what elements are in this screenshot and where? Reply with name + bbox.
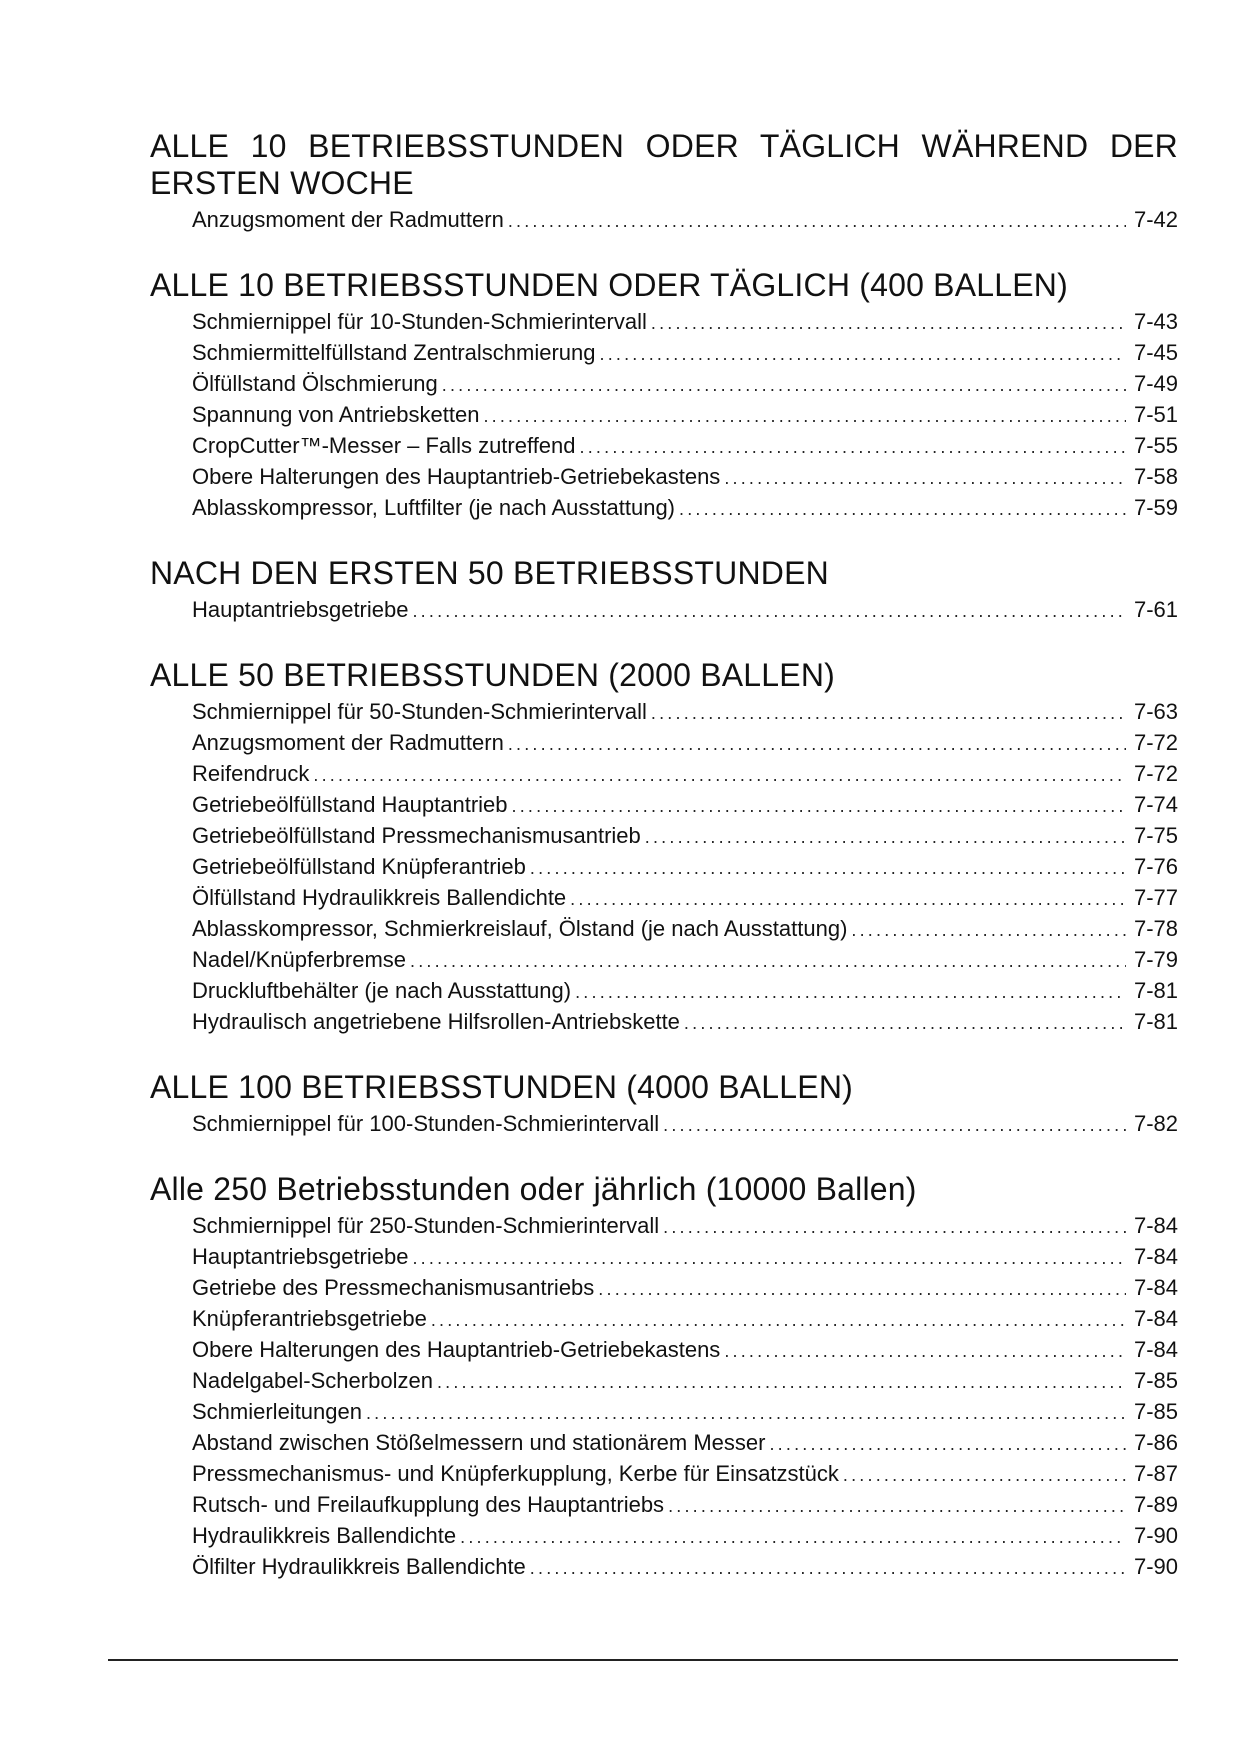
entry-list bbox=[150, 204, 1178, 235]
entry-page: 7-84 bbox=[1133, 1275, 1178, 1300]
dot-leader bbox=[663, 1110, 1126, 1141]
toc-entry[interactable] bbox=[150, 851, 1178, 882]
toc-entry[interactable] bbox=[150, 820, 1178, 851]
entry-label: Hydraulisch angetriebene Hilfsrollen-Antriebskette bbox=[192, 1009, 680, 1034]
toc-entry[interactable] bbox=[150, 492, 1178, 523]
entry-page: 7-72 bbox=[1133, 730, 1178, 755]
entry-label: Spannung von Antriebsketten bbox=[192, 402, 480, 427]
toc-entry[interactable] bbox=[150, 368, 1178, 399]
entry-page: 7-58 bbox=[1133, 464, 1178, 489]
dot-leader bbox=[442, 370, 1126, 401]
dot-leader bbox=[663, 1212, 1126, 1243]
entry-page: 7-84 bbox=[1133, 1244, 1178, 1269]
toc-entry[interactable] bbox=[150, 1210, 1178, 1241]
section-heading: ALLE 50 BETRIEBSSTUNDEN (2000 BALLEN) bbox=[150, 657, 836, 693]
toc-entry[interactable] bbox=[150, 1427, 1178, 1458]
entry-label: Hydraulikkreis Ballendichte bbox=[192, 1523, 457, 1548]
entry-page: 7-43 bbox=[1133, 309, 1178, 334]
entry-page: 7-87 bbox=[1133, 1461, 1178, 1486]
entry-label: Anzugsmoment der Radmuttern bbox=[192, 730, 504, 755]
toc-section-250h bbox=[150, 1171, 1178, 1582]
entry-page: 7-81 bbox=[1133, 1009, 1178, 1034]
toc-entry[interactable] bbox=[150, 430, 1178, 461]
entry-label: Schmiernippel für 250-Stunden-Schmierintervall bbox=[192, 1213, 660, 1238]
dot-leader bbox=[598, 1274, 1126, 1305]
toc-entry[interactable] bbox=[150, 306, 1178, 337]
entry-label: Knüpferantriebsgetriebe bbox=[192, 1306, 427, 1331]
toc-entry[interactable] bbox=[150, 461, 1178, 492]
dot-leader bbox=[679, 494, 1126, 525]
dot-leader bbox=[600, 339, 1126, 370]
section-heading: ALLE 10 BETRIEBSSTUNDEN ODER TÄGLICH (400 BALLEN) bbox=[150, 267, 1068, 303]
entry-page: 7-49 bbox=[1133, 371, 1178, 396]
dot-leader bbox=[570, 884, 1126, 915]
dot-leader bbox=[651, 308, 1126, 339]
entry-page: 7-75 bbox=[1133, 823, 1178, 848]
entry-page: 7-85 bbox=[1133, 1399, 1178, 1424]
dot-leader bbox=[645, 822, 1126, 853]
entry-label: Getriebeölfüllstand Knüpferantrieb bbox=[192, 854, 526, 879]
dot-leader bbox=[412, 1243, 1125, 1274]
entry-page: 7-84 bbox=[1133, 1213, 1178, 1238]
dot-leader bbox=[483, 401, 1126, 432]
section-heading: NACH DEN ERSTEN 50 BETRIEBSSTUNDEN bbox=[150, 555, 829, 591]
entry-label: Ölfilter Hydraulikkreis Ballendichte bbox=[192, 1554, 526, 1579]
dot-leader bbox=[724, 463, 1126, 494]
dot-leader bbox=[410, 946, 1126, 977]
entry-page: 7-84 bbox=[1133, 1337, 1178, 1362]
entry-page: 7-76 bbox=[1133, 854, 1178, 879]
toc-entry[interactable] bbox=[150, 1396, 1178, 1427]
entry-page: 7-89 bbox=[1133, 1492, 1178, 1517]
entry-page: 7-74 bbox=[1133, 792, 1178, 817]
toc-entry[interactable] bbox=[150, 1241, 1178, 1272]
table-of-contents bbox=[150, 128, 1178, 1614]
entry-label: Ablasskompressor, Schmierkreislauf, Ölstand (je nach Ausstattung) bbox=[192, 916, 848, 941]
entry-label: Ölfüllstand Ölschmierung bbox=[192, 371, 438, 396]
entry-label: Anzugsmoment der Radmuttern bbox=[192, 207, 504, 232]
entry-label: Obere Halterungen des Hauptantrieb-Getriebekastens bbox=[192, 1337, 721, 1362]
entry-label: Rutsch- und Freilaufkupplung des Hauptantriebs bbox=[192, 1492, 665, 1517]
toc-entry[interactable] bbox=[150, 727, 1178, 758]
entry-label: Schmierleitungen bbox=[192, 1399, 362, 1424]
entry-label: Ölfüllstand Hydraulikkreis Ballendichte bbox=[192, 885, 567, 910]
entry-page: 7-51 bbox=[1133, 402, 1178, 427]
dot-leader bbox=[437, 1367, 1126, 1398]
entry-page: 7-55 bbox=[1133, 433, 1178, 458]
toc-entry[interactable] bbox=[150, 1303, 1178, 1334]
dot-leader bbox=[366, 1398, 1126, 1429]
toc-entry[interactable] bbox=[150, 337, 1178, 368]
entry-label: Schmiernippel für 100-Stunden-Schmierintervall bbox=[192, 1111, 660, 1136]
entry-label: Nadelgabel-Scherbolzen bbox=[192, 1368, 433, 1393]
entry-page: 7-90 bbox=[1133, 1523, 1178, 1548]
entry-page: 7-81 bbox=[1133, 978, 1178, 1003]
entry-page: 7-59 bbox=[1133, 495, 1178, 520]
toc-entry[interactable] bbox=[150, 399, 1178, 430]
entry-page: 7-77 bbox=[1133, 885, 1178, 910]
toc-entry[interactable] bbox=[150, 204, 1178, 235]
entry-page: 7-84 bbox=[1133, 1306, 1178, 1331]
entry-label: Abstand zwischen Stößelmessern und stationärem Messer bbox=[192, 1430, 766, 1455]
dot-leader bbox=[530, 853, 1126, 884]
entry-label: Schmiernippel für 10-Stunden-Schmierintervall bbox=[192, 309, 647, 334]
footer-divider bbox=[108, 1659, 1178, 1661]
toc-entry[interactable] bbox=[150, 594, 1178, 625]
dot-leader bbox=[684, 1008, 1126, 1039]
dot-leader bbox=[769, 1429, 1125, 1460]
entry-label: Pressmechanismus- und Knüpferkupplung, Kerbe für Einsatzstück bbox=[192, 1461, 839, 1486]
section-heading: Alle 250 Betriebsstunden oder jährlich (10000 Ballen) bbox=[150, 1171, 917, 1207]
entry-label: Hauptantriebsgetriebe bbox=[192, 1244, 409, 1269]
dot-leader bbox=[843, 1460, 1126, 1491]
entry-page: 7-45 bbox=[1133, 340, 1178, 365]
entry-page: 7-61 bbox=[1133, 597, 1178, 622]
entry-page: 7-63 bbox=[1133, 699, 1178, 724]
toc-section-50h bbox=[150, 657, 1178, 1037]
entry-page: 7-79 bbox=[1133, 947, 1178, 972]
toc-entry[interactable] bbox=[150, 1458, 1178, 1489]
toc-entry[interactable] bbox=[150, 758, 1178, 789]
dot-leader bbox=[851, 915, 1126, 946]
entry-label: Ablasskompressor, Luftfilter (je nach Ausstattung) bbox=[192, 495, 676, 520]
dot-leader bbox=[460, 1522, 1126, 1553]
toc-section-first-50h bbox=[150, 555, 1178, 625]
toc-entry[interactable] bbox=[150, 1272, 1178, 1303]
dot-leader bbox=[668, 1491, 1126, 1522]
dot-leader bbox=[575, 977, 1126, 1008]
toc-entry[interactable] bbox=[150, 1520, 1178, 1551]
entry-page: 7-90 bbox=[1133, 1554, 1178, 1579]
entry-label: Getriebe des Pressmechanismusantriebs bbox=[192, 1275, 595, 1300]
entry-page: 7-42 bbox=[1133, 207, 1178, 232]
toc-entry[interactable] bbox=[150, 696, 1178, 727]
toc-entry[interactable] bbox=[150, 1551, 1178, 1582]
toc-section-10h-daily bbox=[150, 267, 1178, 523]
toc-section-100h bbox=[150, 1069, 1178, 1139]
entry-list bbox=[150, 594, 1178, 625]
toc-entry[interactable] bbox=[150, 1108, 1178, 1139]
entry-page: 7-85 bbox=[1133, 1368, 1178, 1393]
entry-label: Nadel/Knüpferbremse bbox=[192, 947, 407, 972]
entry-label: Getriebeölfüllstand Pressmechanismusantrieb bbox=[192, 823, 641, 848]
dot-leader bbox=[431, 1305, 1126, 1336]
toc-entry[interactable] bbox=[150, 1006, 1178, 1037]
entry-label: Schmiermittelfüllstand Zentralschmierung bbox=[192, 340, 596, 365]
toc-entry[interactable] bbox=[150, 944, 1178, 975]
toc-entry[interactable] bbox=[150, 1489, 1178, 1520]
dot-leader bbox=[530, 1553, 1126, 1584]
section-heading: ALLE 100 BETRIEBSSTUNDEN (4000 BALLEN) bbox=[150, 1069, 854, 1105]
entry-list bbox=[150, 696, 1178, 1037]
toc-entry[interactable] bbox=[150, 913, 1178, 944]
entry-list bbox=[150, 306, 1178, 523]
entry-label: Obere Halterungen des Hauptantrieb-Getriebekastens bbox=[192, 464, 721, 489]
toc-entry[interactable] bbox=[150, 789, 1178, 820]
section-heading: ALLE 10 BETRIEBSSTUNDEN ODER TÄGLICH WÄHREND DER ERSTEN WOCHE bbox=[150, 128, 1178, 201]
entry-list bbox=[150, 1108, 1178, 1139]
dot-leader bbox=[412, 596, 1125, 627]
entry-page: 7-78 bbox=[1133, 916, 1178, 941]
entry-page: 7-72 bbox=[1133, 761, 1178, 786]
toc-entry[interactable] bbox=[150, 1365, 1178, 1396]
dot-leader bbox=[313, 760, 1126, 791]
dot-leader bbox=[508, 206, 1126, 237]
dot-leader bbox=[512, 791, 1126, 822]
dot-leader bbox=[580, 432, 1126, 463]
entry-label: Getriebeölfüllstand Hauptantrieb bbox=[192, 792, 508, 817]
entry-label: Reifendruck bbox=[192, 761, 310, 786]
entry-list bbox=[150, 1210, 1178, 1582]
dot-leader bbox=[724, 1336, 1126, 1367]
toc-entry[interactable] bbox=[150, 975, 1178, 1006]
toc-entry[interactable] bbox=[150, 882, 1178, 913]
entry-label: Hauptantriebsgetriebe bbox=[192, 597, 409, 622]
dot-leader bbox=[651, 698, 1126, 729]
toc-section-10h-first-week bbox=[150, 128, 1178, 235]
entry-label: Schmiernippel für 50-Stunden-Schmierintervall bbox=[192, 699, 647, 724]
toc-entry[interactable] bbox=[150, 1334, 1178, 1365]
entry-label: CropCutter™-Messer – Falls zutreffend bbox=[192, 433, 576, 458]
entry-page: 7-82 bbox=[1133, 1111, 1178, 1136]
entry-page: 7-86 bbox=[1133, 1430, 1178, 1455]
entry-label: Druckluftbehälter (je nach Ausstattung) bbox=[192, 978, 572, 1003]
dot-leader bbox=[508, 729, 1126, 760]
